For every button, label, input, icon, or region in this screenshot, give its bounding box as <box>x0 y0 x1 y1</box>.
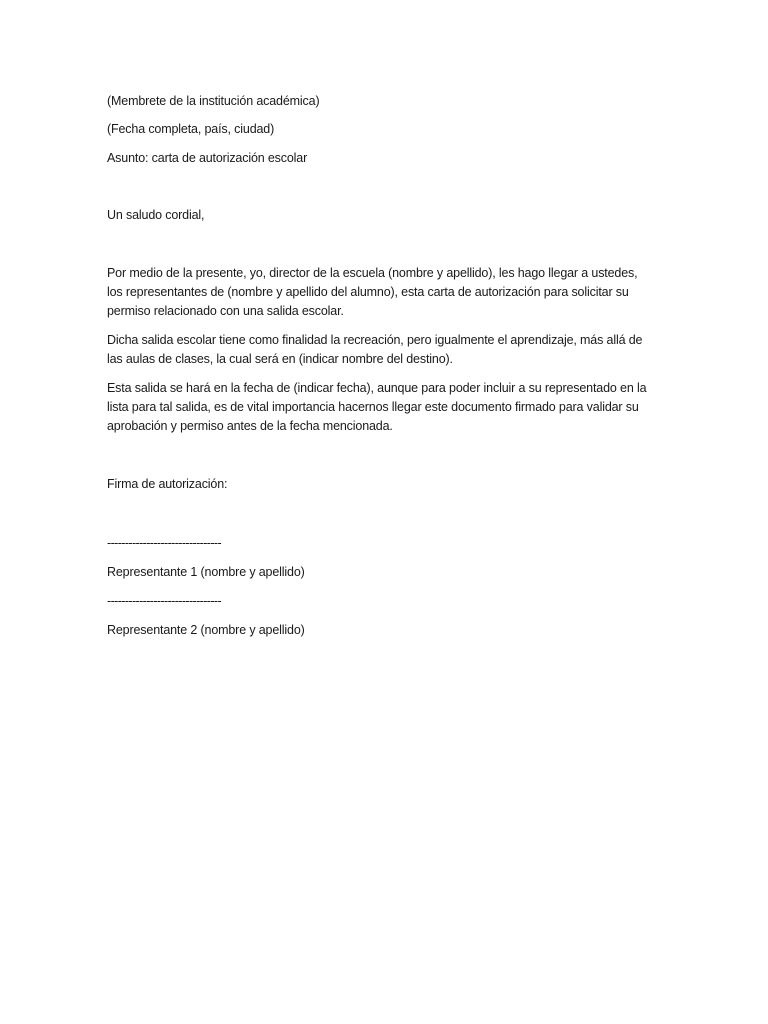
paragraph-purpose <box>107 331 667 369</box>
subject-line: Asunto: carta de autorización escolar <box>107 151 308 165</box>
paragraph-line: las aulas de clases, la cual será en (indicar nombre del destino). <box>107 352 453 366</box>
paragraph-date-request <box>107 379 667 436</box>
date-place-placeholder: (Fecha completa, país, ciudad) <box>107 122 275 136</box>
paragraph-line: Por medio de la presente, yo, director de la escuela (nombre y apellido), les hago llegar a ustedes, <box>107 266 638 280</box>
greeting: Un saludo cordial, <box>107 208 205 222</box>
representative-2-label: Representante 2 (nombre y apellido) <box>107 623 305 637</box>
paragraph-line: permiso relacionado con una salida escolar. <box>107 304 344 318</box>
signature-line-2: -------------------------------- <box>107 594 222 608</box>
paragraph-line: los representantes de (nombre y apellido del alumno), esta carta de autorización para solicitar su <box>107 285 629 299</box>
representative-1-label: Representante 1 (nombre y apellido) <box>107 565 305 579</box>
paragraph-introduction <box>107 264 667 321</box>
paragraph-line: Esta salida se hará en la fecha de (indicar fecha), aunque para poder incluir a su representado en la <box>107 381 647 395</box>
paragraph-line: lista para tal salida, es de vital importancia hacernos llegar este documento firmado para validar su <box>107 400 639 414</box>
letterhead-placeholder: (Membrete de la institución académica) <box>107 94 320 108</box>
signature-heading: Firma de autorización: <box>107 477 228 491</box>
signature-line-1: -------------------------------- <box>107 536 222 550</box>
paragraph-line: Dicha salida escolar tiene como finalidad la recreación, pero igualmente el aprendizaje, más allá de <box>107 333 643 347</box>
paragraph-line: aprobación y permiso antes de la fecha mencionada. <box>107 419 393 433</box>
